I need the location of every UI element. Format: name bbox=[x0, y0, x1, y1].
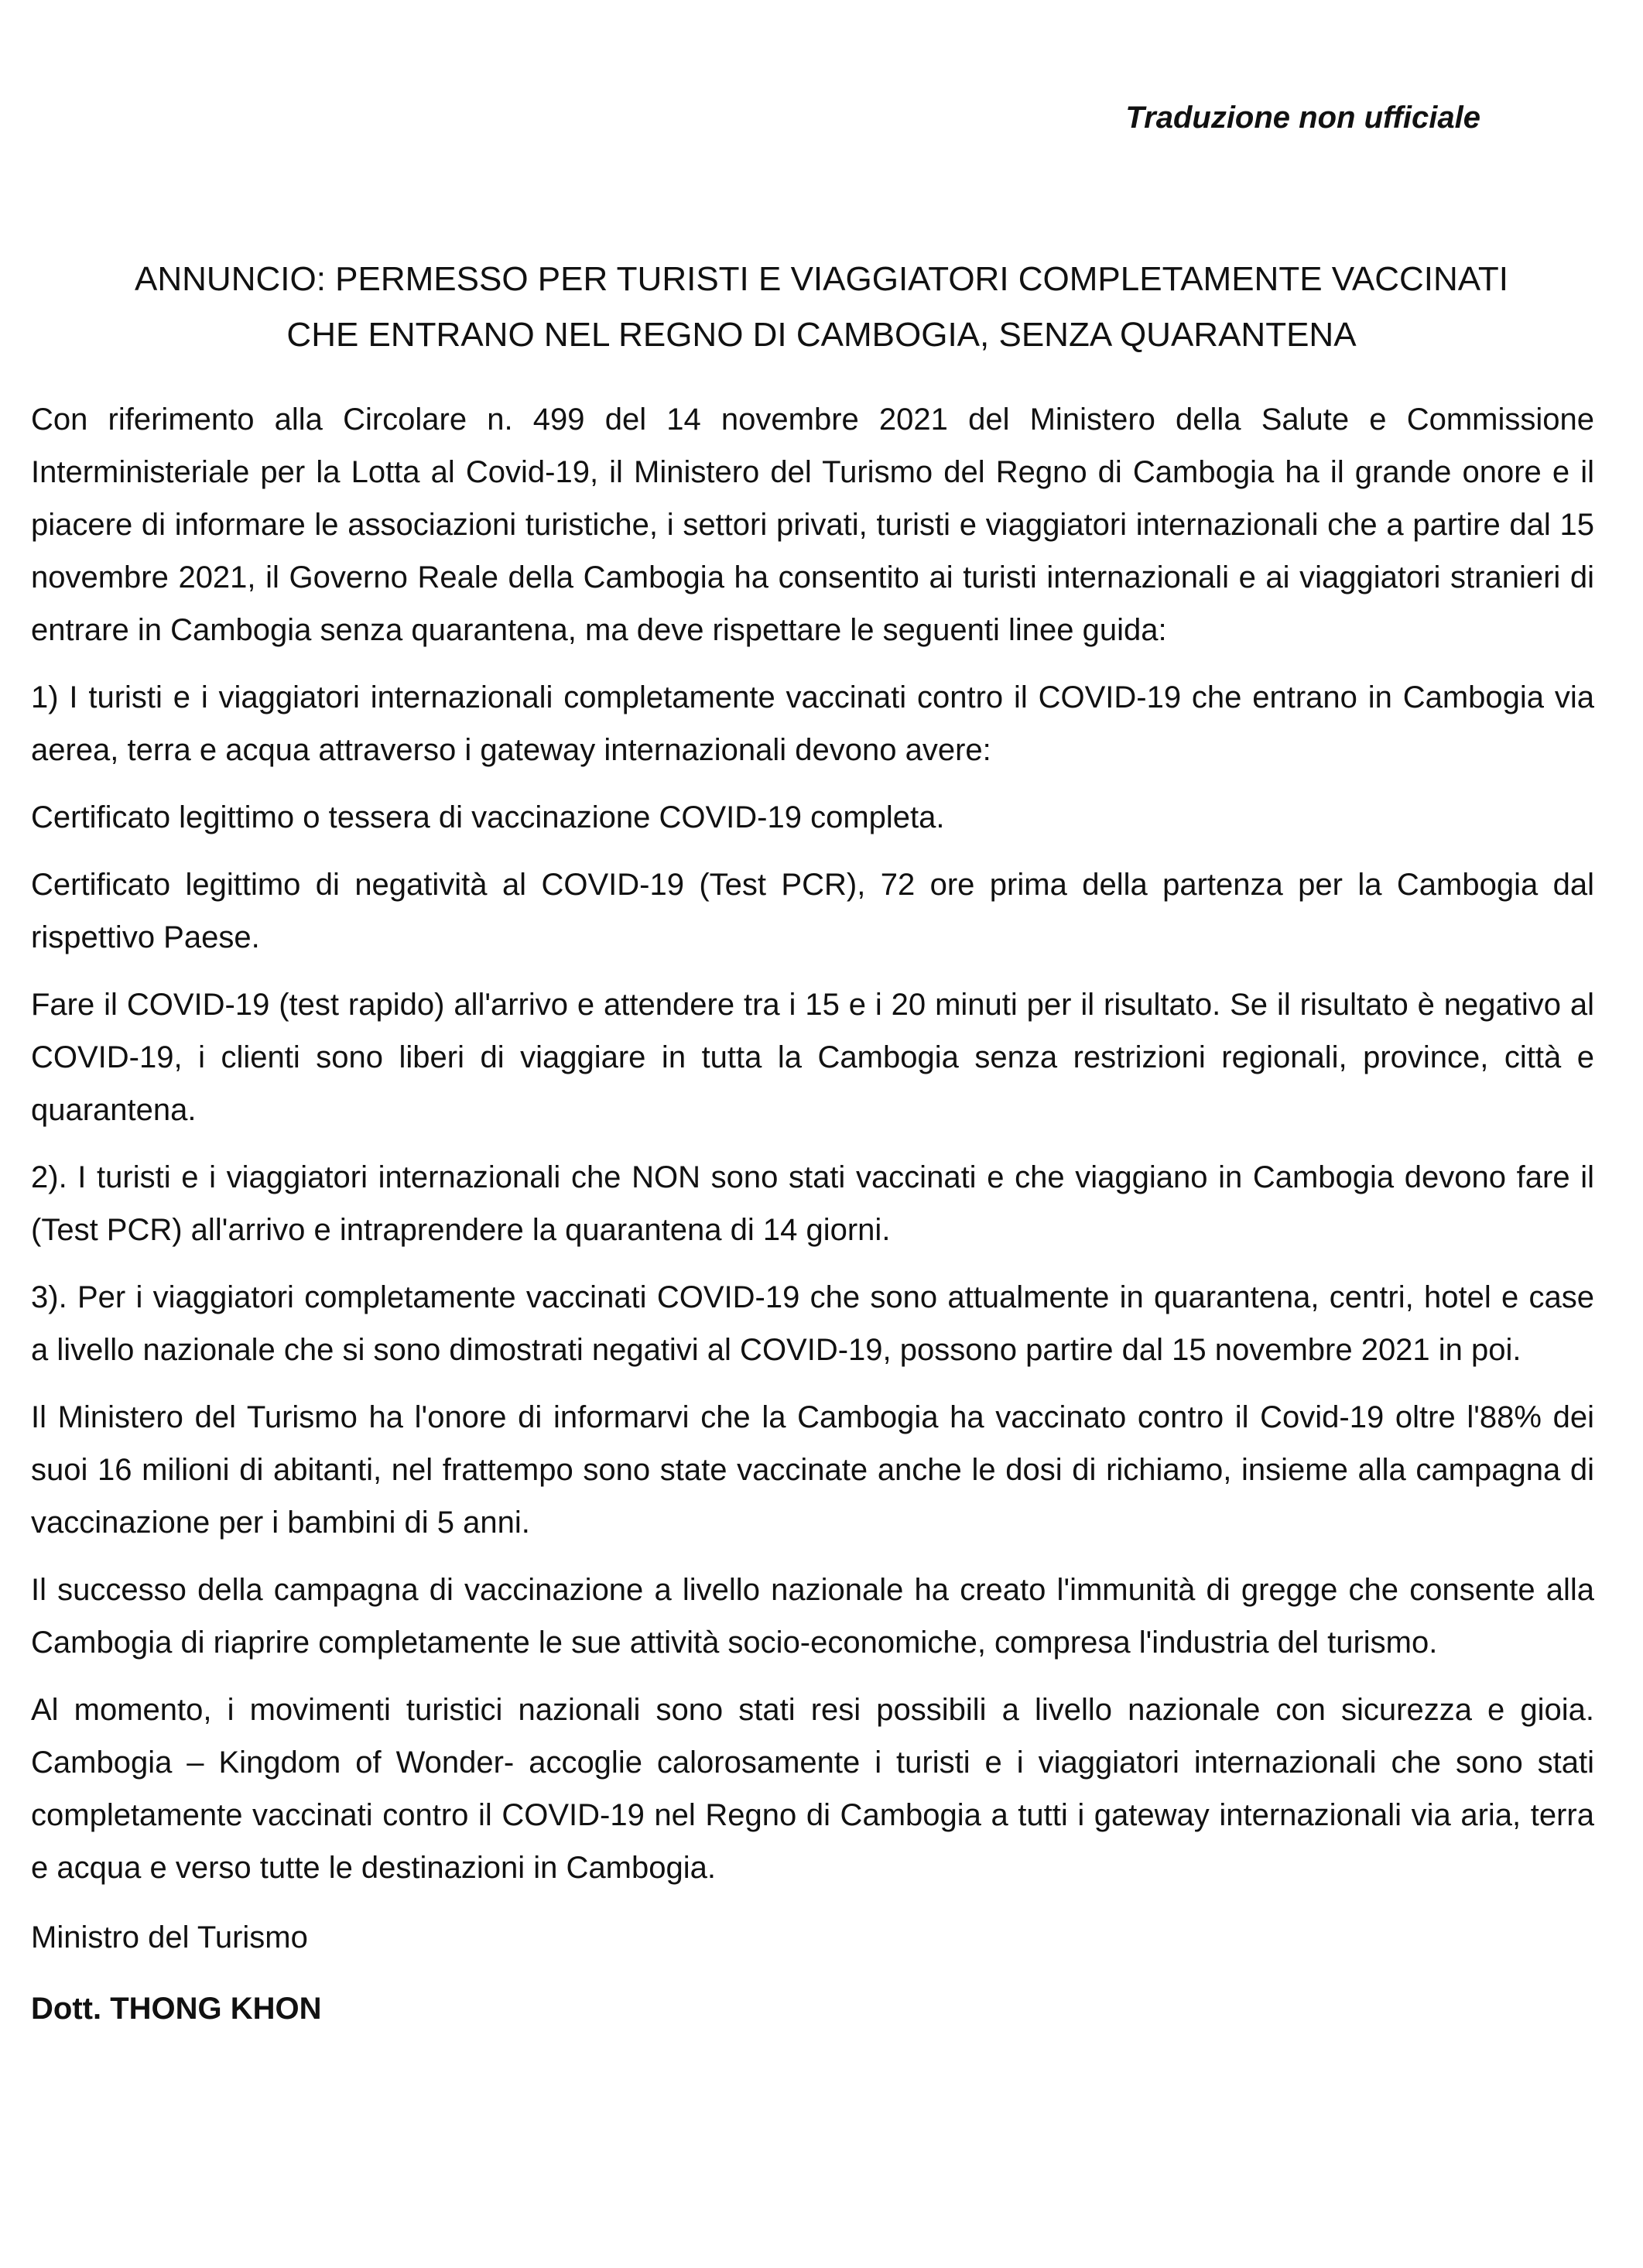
paragraph-requirement-certificate: Certificato legittimo o tessera di vaccinazione COVID-19 completa. bbox=[31, 800, 945, 834]
signature-role: Ministro del Turismo bbox=[31, 1920, 308, 1955]
paragraph-welcome: Al momento, i movimenti turistici nazionali sono stati resi possibili a livello nazionale con sicurezza e gioia. Cambogia – Kingdom of Wonder- accoglie calorosamente i turisti e i viaggiatori internazionali che sono stati completamente vaccinati contro il COVID-19 nel Regno di Cambogia a tutti i gateway internazionali via aria, terra e acqua e verso tutte le destinazioni in Cambogia. bbox=[31, 1693, 1594, 1885]
paragraph-vaccination-rate: Il Ministero del Turismo ha l'onore di informarvi che la Cambogia ha vaccinato contro il Covid-19 oltre l'88% dei suoi 16 milioni di abitanti, nel frattempo sono state vaccinate anche le dosi di richiamo, insieme alla campagna di vaccinazione per i bambini di 5 anni. bbox=[31, 1400, 1594, 1540]
paragraph-requirement-pcr: Certificato legittimo di negatività al COVID-19 (Test PCR), 72 ore prima della partenza per la Cambogia dal rispettivo Paese. bbox=[31, 868, 1594, 954]
paragraph-point-1: 1) I turisti e i viaggiatori internazionali completamente vaccinati contro il COVID-19 che entrano in Cambogia via aerea, terra e acqua attraverso i gateway internazionali devono avere: bbox=[31, 680, 1594, 767]
title-line-1: ANNUNCIO: PERMESSO PER TURISTI E VIAGGIATORI COMPLETAMENTE VACCINATI bbox=[135, 260, 1508, 298]
unofficial-translation-note: Traduzione non ufficiale bbox=[1125, 101, 1480, 135]
paragraph-intro: Con riferimento alla Circolare n. 499 del 14 novembre 2021 del Ministero della Salute e Commissione Interministeriale per la Lotta al Covid-19, il Ministero del Turismo del Regno di Cambogia ha il grande onore e il piacere di informare le associazioni turistiche, i settori privati, turisti e viaggiatori internazionali che a partire dal 15 novembre 2021, il Governo Reale della Cambogia ha consentito ai turisti internazionali e ai viaggiatori stranieri di entrare in Cambogia senza quarantena, ma deve rispettare le seguenti linee guida: bbox=[31, 403, 1594, 647]
signature-name: Dott. THONG KHON bbox=[31, 1992, 322, 2026]
paragraph-point-3: 3). Per i viaggiatori completamente vaccinati COVID-19 che sono attualmente in quarantena, centri, hotel e case a livello nazionale che si sono dimostrati negativi al COVID-19, possono partire dal 15 novembre 2021 in poi. bbox=[31, 1280, 1594, 1367]
paragraph-herd-immunity: Il successo della campagna di vaccinazione a livello nazionale ha creato l'immunità di gregge che consente alla Cambogia di riaprire completamente le sue attività socio-economiche, compresa l'industria del turismo. bbox=[31, 1573, 1594, 1660]
document-title bbox=[31, 252, 1612, 363]
title-line-2: CHE ENTRANO NEL REGNO DI CAMBOGIA, SENZA QUARANTENA bbox=[286, 316, 1357, 354]
paragraph-requirement-rapid-test: Fare il COVID-19 (test rapido) all'arrivo e attendere tra i 15 e i 20 minuti per il risultato. Se il risultato è negativo al COVID-19, i clienti sono liberi di viaggiare in tutta la Cambogia senza restrizioni regionali, province, città e quarantena. bbox=[31, 988, 1594, 1127]
paragraph-point-2: 2). I turisti e i viaggiatori internazionali che NON sono stati vaccinati e che viaggiano in Cambogia devono fare il (Test PCR) all'arrivo e intraprendere la quarantena di 14 giorni. bbox=[31, 1160, 1594, 1247]
document-body bbox=[31, 393, 1594, 2050]
